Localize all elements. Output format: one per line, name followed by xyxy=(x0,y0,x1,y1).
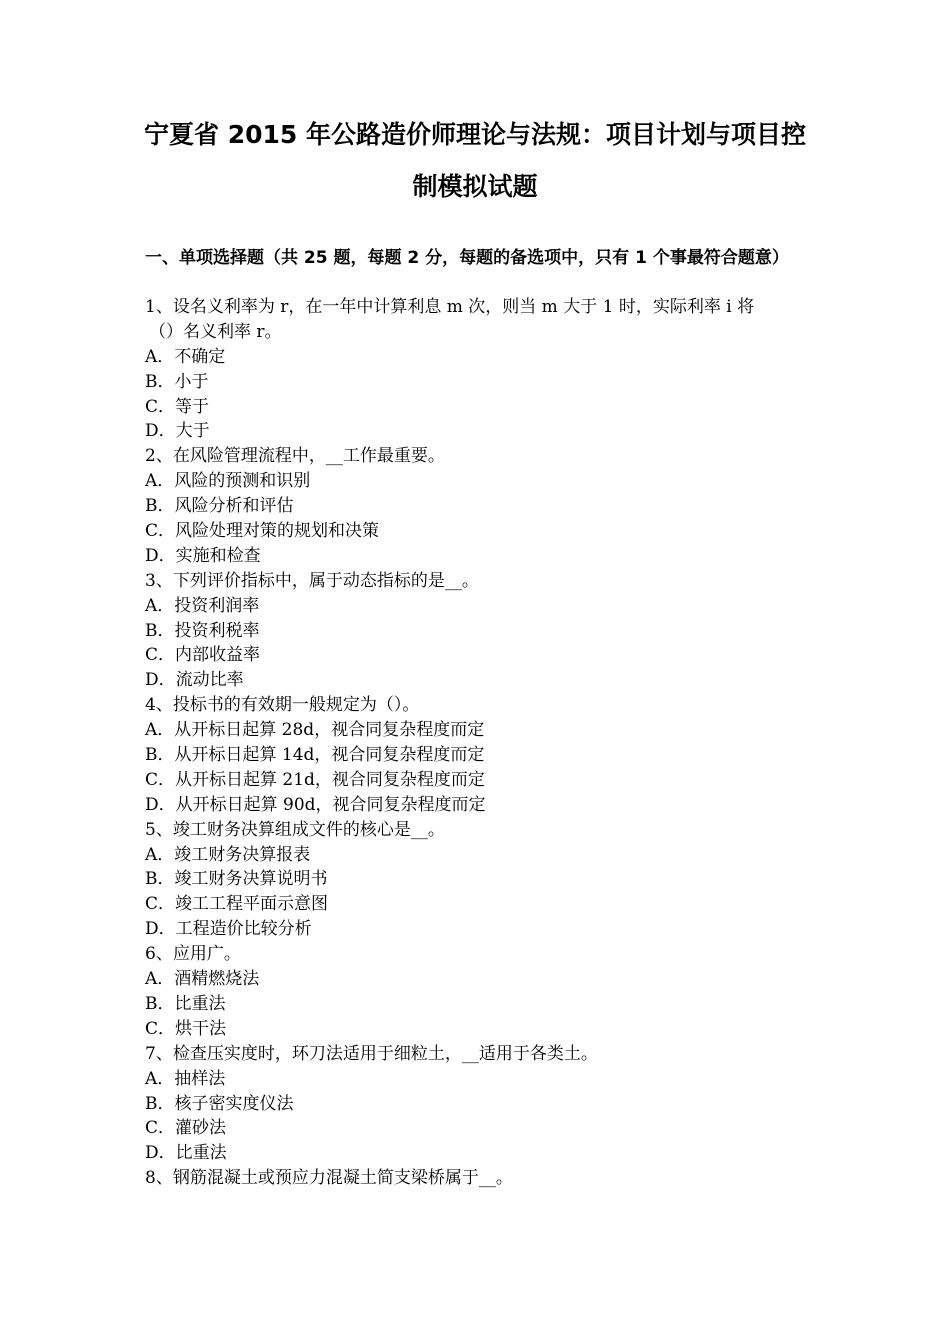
question-1-option-b: B．小于 xyxy=(145,371,209,392)
question-7-option-b: B．核子密实度仪法 xyxy=(145,1093,294,1114)
document-title-line-2: 制模拟试题 xyxy=(412,172,538,201)
question-7-stem: 7、检查压实度时，环刀法适用于细粒土，__适用于各类土。 xyxy=(145,1043,598,1064)
question-5-option-b: B．竣工财务决算说明书 xyxy=(145,869,328,890)
question-4-stem: 4、投标书的有效期一般规定为（）。 xyxy=(145,695,420,716)
question-1-option-c: C．等于 xyxy=(145,396,210,417)
question-7-option-d: D．比重法 xyxy=(145,1143,227,1164)
question-5-option-c: C．竣工工程平面示意图 xyxy=(145,894,329,915)
question-2-option-b: B．风险分析和评估 xyxy=(145,496,294,517)
question-3-option-c: C．内部收益率 xyxy=(145,645,261,666)
question-list xyxy=(145,295,815,1191)
question-3-option-b: B．投资利税率 xyxy=(145,620,260,641)
question-7-option-c: C．灌砂法 xyxy=(145,1118,227,1139)
question-4-option-b: B．从开标日起算 14d，视合同复杂程度而定 xyxy=(145,745,485,766)
question-3-option-d: D．流动比率 xyxy=(145,670,244,691)
question-6-stem: 6、应用广。 xyxy=(145,944,241,965)
question-8-stem: 8、钢筋混凝土或预应力混凝土简支梁桥属于__。 xyxy=(145,1168,513,1189)
question-4-option-d: D．从开标日起算 90d，视合同复杂程度而定 xyxy=(145,794,486,815)
question-6-option-b: B．比重法 xyxy=(145,993,226,1014)
question-3-option-a: A．投资利润率 xyxy=(145,595,260,616)
question-1-stem-cont: （）名义利率 r。 xyxy=(149,321,282,342)
question-6-option-c: C．烘干法 xyxy=(145,1018,227,1039)
question-2-option-d: D．实施和检查 xyxy=(145,545,261,566)
question-1-option-a: A．不确定 xyxy=(145,346,226,367)
question-6-option-a: A．酒精燃烧法 xyxy=(145,969,260,990)
question-5-option-a: A．竣工财务决算报表 xyxy=(145,844,311,865)
question-2-option-a: A．风险的预测和识别 xyxy=(145,471,311,492)
question-2-stem: 2、在风险管理流程中，__工作最重要。 xyxy=(145,446,445,467)
question-1-option-d: D．大于 xyxy=(145,421,210,442)
section-heading: 一、单项选择题（共 25 题，每题 2 分，每题的备选项中，只有 1 个事最符合题意） xyxy=(145,248,789,268)
question-4-option-a: A．从开标日起算 28d，视合同复杂程度而定 xyxy=(145,720,485,741)
question-4-option-c: C．从开标日起算 21d，视合同复杂程度而定 xyxy=(145,769,485,790)
question-3-stem: 3、下列评价指标中，属于动态指标的是__。 xyxy=(145,570,479,591)
document-title-line-1: 宁夏省 2015 年公路造价师理论与法规：项目计划与项目控 xyxy=(144,120,806,149)
question-1-stem: 1、设名义利率为 r，在一年中计算利息 m 次，则当 m 大于 1 时，实际利率 i 将 xyxy=(145,297,755,317)
question-2-option-c: C．风险处理对策的规划和决策 xyxy=(145,521,380,542)
question-5-option-d: D．工程造价比较分析 xyxy=(145,919,312,940)
question-5-stem: 5、竣工财务决算组成文件的核心是__。 xyxy=(145,819,445,840)
question-7-option-a: A．抽样法 xyxy=(145,1068,226,1089)
